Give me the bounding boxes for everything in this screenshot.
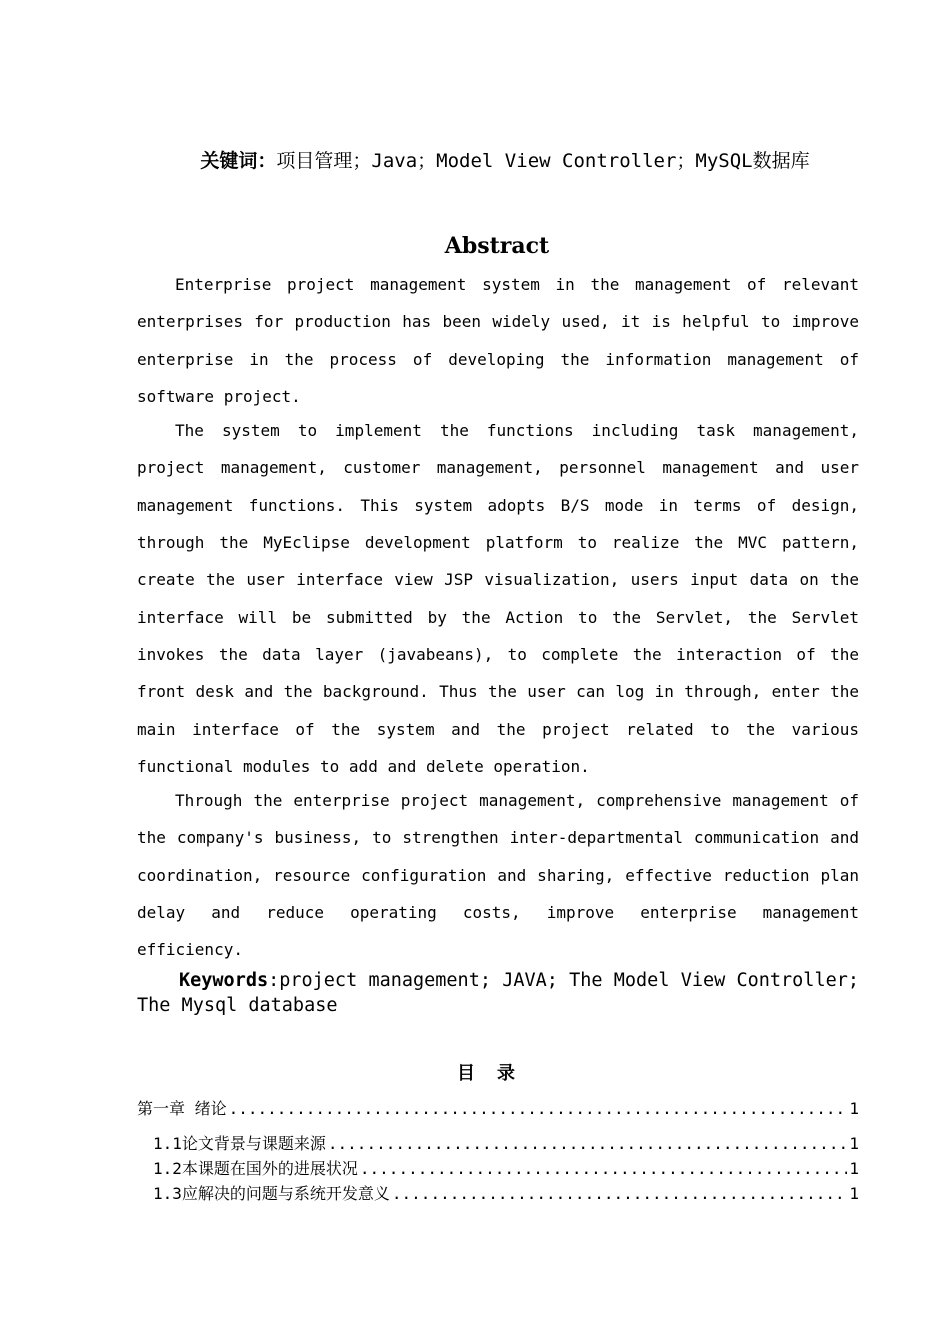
- toc-entry-page: 1: [849, 1099, 859, 1118]
- table-of-contents: [137, 1096, 859, 1206]
- toc-entry-page: 1: [849, 1134, 859, 1153]
- toc-leader: [392, 1181, 847, 1206]
- toc-entry-title: 第一章 绪论: [137, 1099, 227, 1118]
- toc-entry-title: 1.3应解决的问题与系统开发意义: [153, 1184, 390, 1203]
- toc-leader: [328, 1131, 847, 1156]
- toc-entry[interactable]: [137, 1181, 859, 1206]
- toc-entry[interactable]: [137, 1096, 859, 1121]
- abstract-paragraph: Through the enterprise project management, comprehensive management of the company's business, to strengthen inter-departmental communication and coordination, resource configuration and sharing, effective reduction plan delay and reduce operating costs, improve enterprise management efficiency.: [137, 791, 859, 960]
- toc-entry[interactable]: [137, 1131, 859, 1156]
- toc-title: 目录: [457, 1063, 537, 1084]
- toc-entry-title: 1.2本课题在国外的进展状况: [153, 1159, 358, 1178]
- abstract-paragraph: Enterprise project management system in the management of relevant enterprises for production has been widely used, it is helpful to improve enterprise in the process of developing the information management of software project.: [137, 275, 859, 406]
- toc-leader: [360, 1156, 847, 1181]
- toc-entry-title: 1.1论文背景与课题来源: [153, 1134, 326, 1153]
- abstract-paragraph: The system to implement the functions including task management, project management, customer management, personnel management and user management functions. This system adopts B/S mode in terms of design, through the MyEclipse development platform to realize the MVC pattern, create the user interface view JSP visualization, users input data on the interface will be submitted by the Action to the Servlet, the Servlet invokes the data layer (javabeans), to complete the interaction of the front desk and the background. Thus the user can log in through, enter the main interface of the system and the project related to the various functional modules to add and delete operation.: [137, 421, 859, 776]
- toc-entry-page: 1: [849, 1184, 859, 1203]
- abstract-body: [137, 266, 859, 966]
- toc-leader: [229, 1096, 848, 1121]
- english-keywords-line: [137, 968, 859, 1018]
- abstract-title: Abstract: [444, 233, 550, 259]
- english-keywords-label: Keywords: [179, 970, 269, 991]
- toc-entry[interactable]: [137, 1156, 859, 1181]
- chinese-keywords-line: [0, 148, 950, 174]
- english-keywords-text: :project management; JAVA; The Model View Controller; The Mysql database: [137, 970, 859, 1016]
- chinese-keywords-label: 关键词：: [200, 150, 277, 172]
- toc-entry-page: 1: [849, 1159, 859, 1178]
- chinese-keywords-text: 项目管理；Java；Model View Controller；MySQL数据库: [276, 150, 810, 172]
